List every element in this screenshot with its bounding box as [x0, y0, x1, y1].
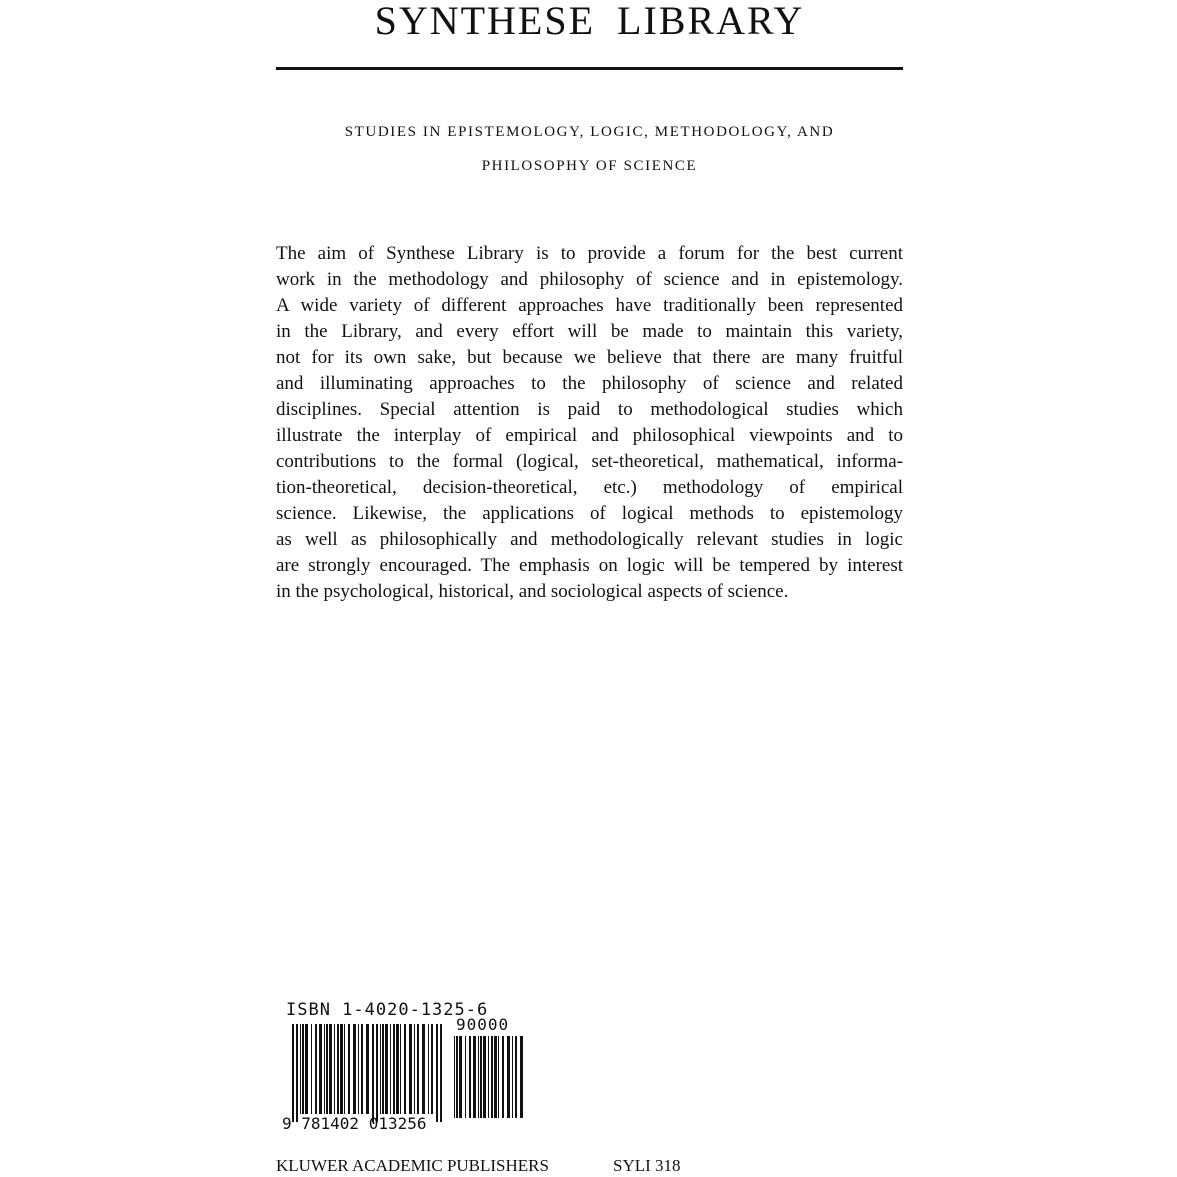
- title-rule: [276, 67, 903, 70]
- description-line: disciplines. Special attention is paid to methodological studies which: [276, 399, 903, 420]
- description-line: not for its own sake, but because we believe that there are many fruitful: [276, 347, 903, 368]
- series-subtitle-line-1: STUDIES IN EPISTEMOLOGY, LOGIC, METHODOLOGY, AND: [344, 124, 835, 140]
- series-description: [276, 241, 903, 605]
- publisher-name: KLUWER ACADEMIC PUBLISHERS: [276, 1156, 549, 1175]
- description-line: are strongly encouraged. The emphasis on logic will be tempered by interest: [276, 555, 903, 576]
- price-code: 90000: [456, 1015, 510, 1034]
- description-line: as well as philosophically and methodologically relevant studies in logic: [276, 529, 903, 550]
- series-title: SYNTHESE LIBRARY: [374, 0, 805, 43]
- series-subtitle-line-2: PHILOSOPHY OF SCIENCE: [481, 158, 698, 174]
- description-line: work in the methodology and philosophy of science and in epistemology.: [276, 269, 903, 290]
- description-line: illustrate the interplay of empirical and philosophical viewpoints and to: [276, 425, 903, 446]
- description-line: contributions to the formal (logical, set-theoretical, mathematical, informa-: [276, 451, 903, 472]
- series-number: SYLI 318: [613, 1156, 681, 1175]
- description-line: tion-theoretical, decision-theoretical, etc.) methodology of empirical: [276, 477, 903, 498]
- ean-digits: 9 781402 013256: [282, 1114, 427, 1133]
- description-line: A wide variety of different approaches have traditionally been represented: [276, 295, 903, 316]
- description-line: in the psychological, historical, and sociological aspects of science.: [276, 581, 789, 602]
- description-line: and illuminating approaches to the philosophy of science and related: [276, 373, 903, 394]
- description-line: science. Likewise, the applications of logical methods to epistemology: [276, 503, 903, 524]
- description-line: in the Library, and every effort will be made to maintain this variety,: [276, 321, 903, 342]
- isbn-barcode: [282, 1000, 532, 1140]
- description-line: The aim of Synthese Library is to provide a forum for the best current: [276, 243, 903, 264]
- isbn-label: ISBN 1-4020-1325-6: [286, 1000, 489, 1020]
